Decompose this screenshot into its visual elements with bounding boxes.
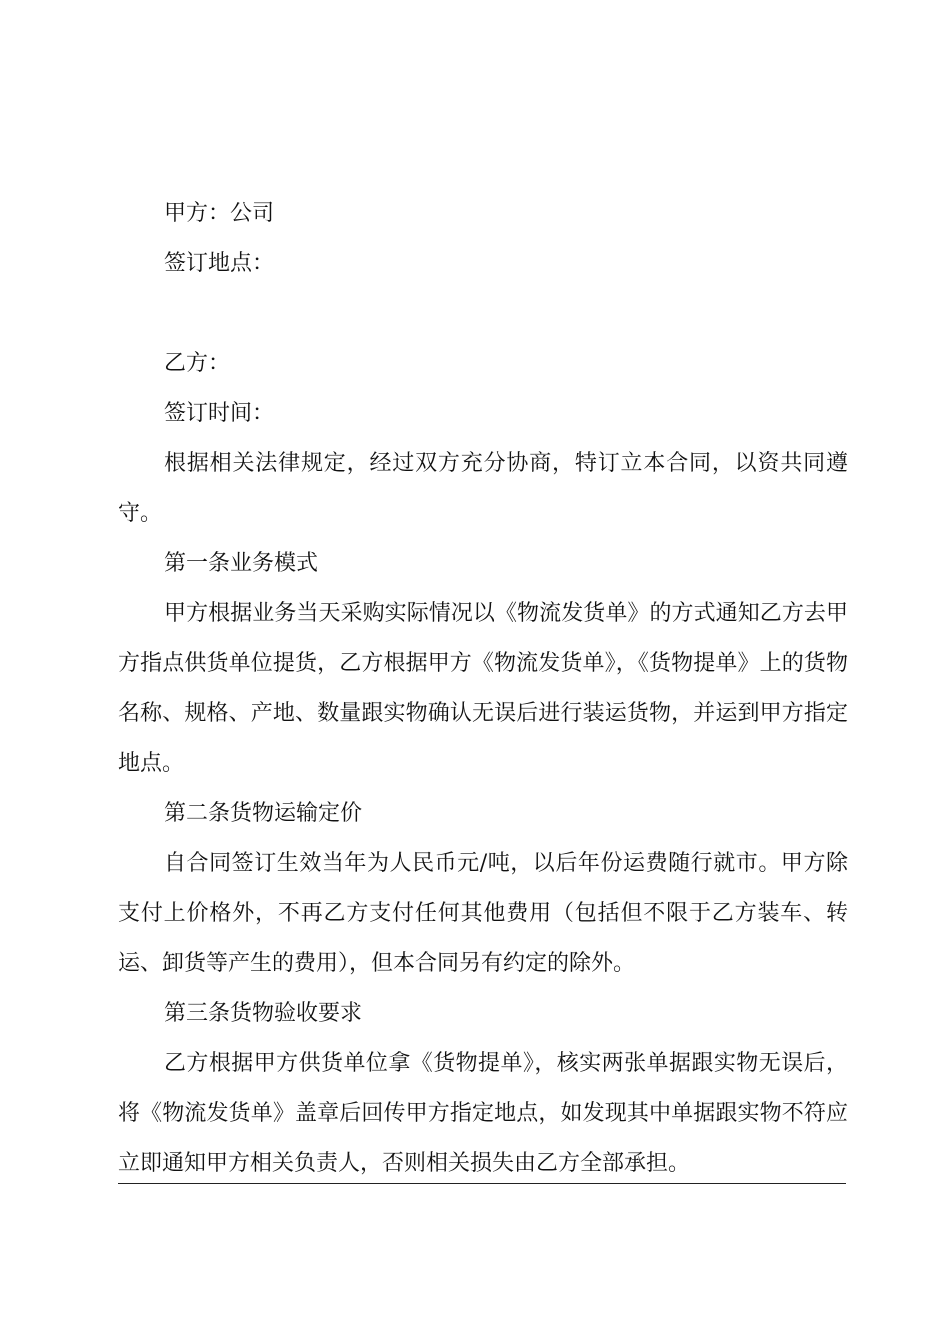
party-b-line: 乙方： bbox=[164, 351, 231, 376]
bottom-divider bbox=[118, 1183, 846, 1184]
blank-spacer bbox=[118, 294, 848, 344]
sign-place-line: 签订地点： bbox=[164, 251, 275, 276]
party-a-line: 甲方：公司 bbox=[164, 201, 275, 226]
article-3-title: 第三条货物验收要求 bbox=[164, 1001, 363, 1026]
sign-time-line: 签订时间： bbox=[164, 401, 275, 426]
article-2-title: 第二条货物运输定价 bbox=[164, 801, 363, 826]
intro-paragraph: 根据相关法律规定，经过双方充分协商，特订立本合同，以资共同遵守。 bbox=[118, 451, 848, 526]
article-1-body: 甲方根据业务当天采购实际情况以《物流发货单》的方式通知乙方去甲方指点供货单位提货，乙方根据甲方《物流发货单》，《货物提单》上的货物名称、规格、产地、数量跟实物确认无误后进行装运货物，并运到甲方指定地点。 bbox=[118, 601, 848, 776]
contract-body bbox=[118, 194, 848, 1189]
article-1-title: 第一条业务模式 bbox=[164, 551, 319, 576]
article-3-body: 乙方根据甲方供货单位拿《货物提单》，核实两张单据跟实物无误后，将《物流发货单》盖章后回传甲方指定地点，如发现其中单据跟实物不符应立即通知甲方相关负责人，否则相关损失由乙方全部承担。 bbox=[118, 1051, 848, 1176]
article-2-body: 自合同签订生效当年为人民币元/吨，以后年份运费随行就市。甲方除支付上价格外，不再乙方支付任何其他费用（包括但不限于乙方装车、转运、卸货等产生的费用），但本合同另有约定的除外。 bbox=[118, 851, 848, 976]
